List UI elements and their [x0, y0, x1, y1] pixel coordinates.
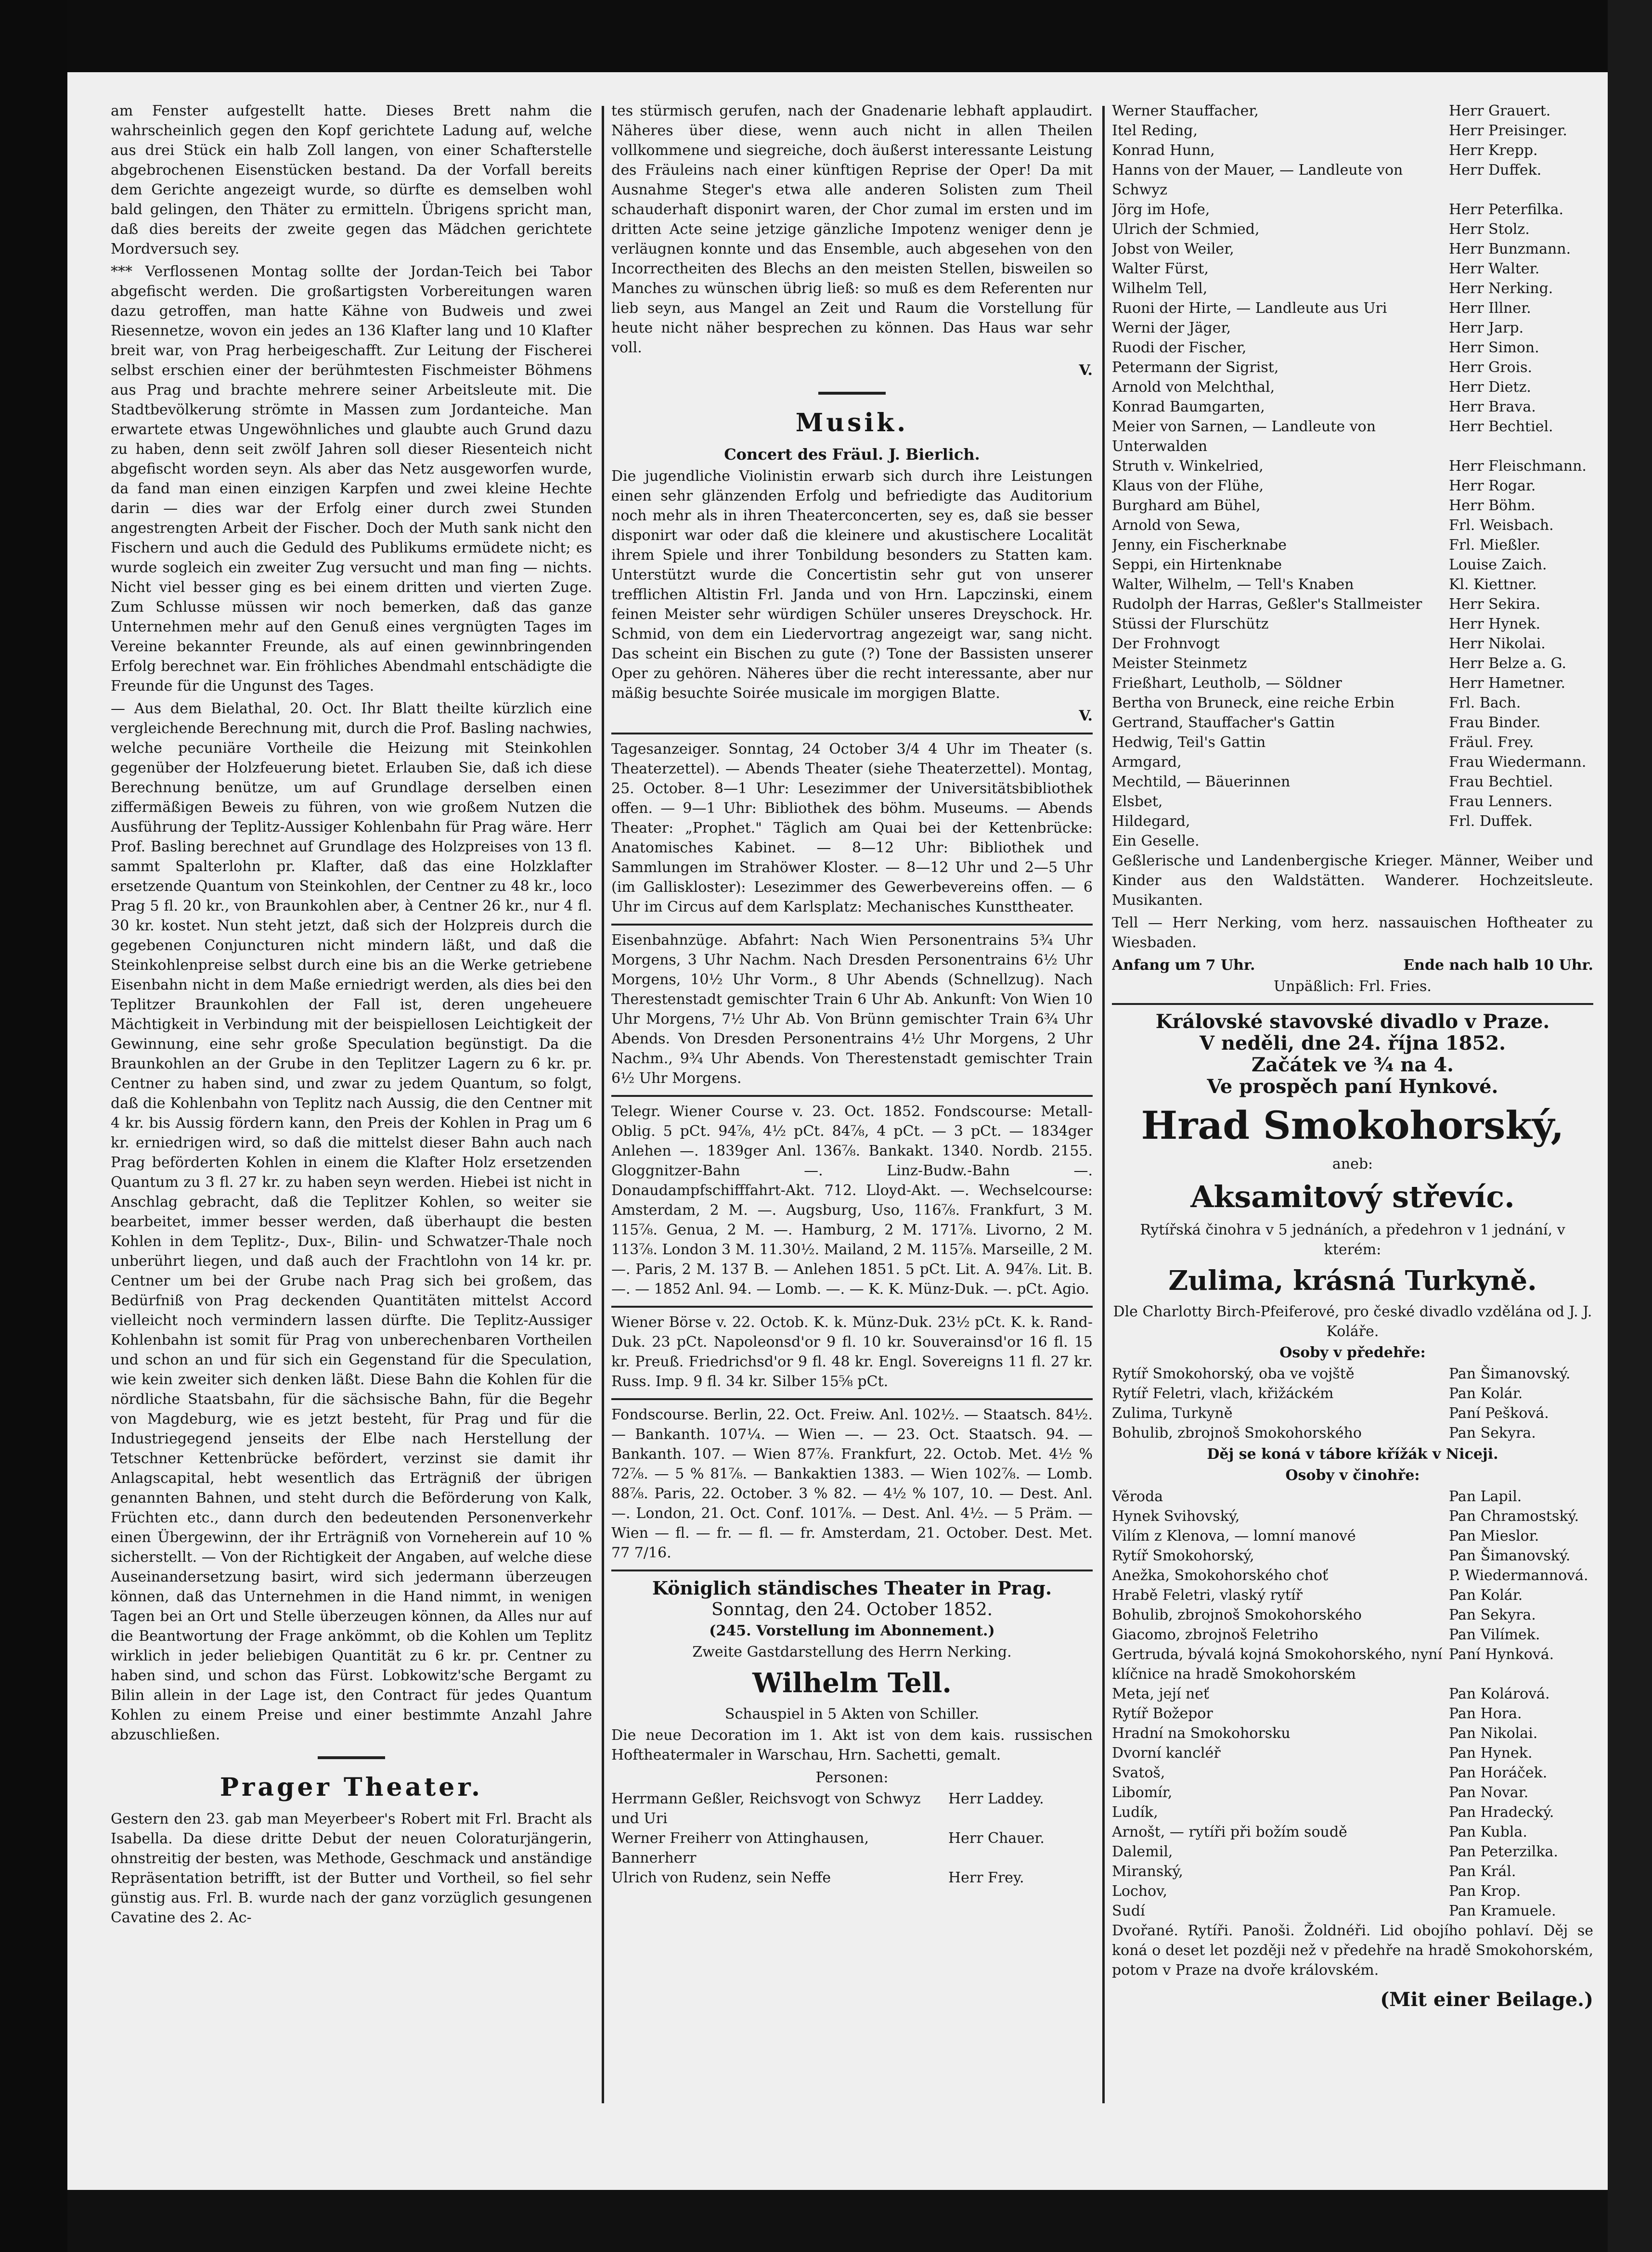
- cast-row: [1112, 141, 1593, 160]
- cast-actor: Herr Hynek.: [1449, 616, 1541, 632]
- cast-actor: Herr Illner.: [1449, 300, 1531, 317]
- cast-actor: Herr Duffek.: [1449, 162, 1542, 179]
- cast-role: Jobst von Weiler,: [1112, 241, 1234, 257]
- cast-actor: Paní Pešková.: [1449, 1405, 1549, 1422]
- cast-row: [1112, 121, 1593, 141]
- scan-border-top: [0, 0, 1652, 72]
- cast-role: Vilím z Klenova, — lomní manové: [1112, 1528, 1356, 1544]
- cast-actor: Herr Laddey.: [948, 1790, 1044, 1807]
- end-time: Ende nach halb 10 Uhr.: [1403, 957, 1593, 974]
- czech-theater-bill: [1112, 1003, 1593, 2009]
- cast-row: [1112, 535, 1593, 555]
- cast-row: [611, 1789, 1093, 1828]
- cast-role: Werni der Jäger,: [1112, 320, 1231, 336]
- column-rule: [1102, 106, 1105, 2103]
- cast-role: Bohulib, zbrojnoš Smokohorského: [1112, 1607, 1362, 1623]
- cz-main-cast-list: [1112, 1487, 1593, 1921]
- cast-actor: Pan Šimanovský.: [1449, 1547, 1571, 1564]
- cast-actor: Herr Rogar.: [1449, 477, 1536, 494]
- play-title: Wilhelm Tell.: [752, 1667, 952, 1699]
- cast-role: Rytíř Smokohorský, oba ve vojště: [1112, 1365, 1355, 1382]
- cast-row: [1112, 1862, 1593, 1881]
- theater-abo: (245. Vorstellung im Abonnement.): [709, 1622, 995, 1639]
- cast-row: [1112, 575, 1593, 594]
- cz-header: Královské stavovské divadlo v Praze.: [1155, 1010, 1550, 1033]
- cast-actor: Louise Zaich.: [1449, 556, 1547, 573]
- article-paragraph: *** Verflossenen Montag sollte der Jordan-Teich bei Tabor abgefischt werden. Die großartigsten Vorbereitungen waren dazu getroffen, man hatte Kähne von Budweis und zwei Riesennetze, wovon ein jedes an 136 Klafter lang und 10 Klafter breit war, von Prag herbeigeschafft. Zur Leitung der Fischerei selbst erschien einer der berühmtesten Fischmeister Böhmens aus Prag und brachte mehrere seiner Arbeitsleute mit. Die Stadtbevölkerung strömte in Massen zum Jordanteiche. Man erwartete etwas Ungewöhnliches und glaubte auch Grund dazu zu haben, denn seit zwölf Jahren soll dieser Riesenteich nicht abgefischt worden seyn. Als aber das Netz ausgeworfen wurde, da fand man einen einzigen Karpfen und zwei kleine Hechte darin — dies war der Erfolg einer durch zwei Stunden angestrengten Arbeit der Fischer. Doch der Muth sank nicht den Fischern und auch die Geduld des Publikums ermüdete nicht; es wurde sogleich ein zweiter Zug versucht und man fing — nichts. Nicht viel besser ging es bei einem dritten und vierten Zuge. Zum Schlusse müssen wir noch bemerken, daß das ganze Unternehmen mehr auf den Genuß eines vergnügten Tages im Vereine bekannter Freunde, als auf einen gewinnbringenden Erfolg berechnet war. Ein fröhliches Abendmahl entschädigte die Freunde für die Ungunst des Tages.: [111, 263, 592, 695]
- cast-actor: Herr Nerking.: [1449, 280, 1553, 297]
- cast-row: [1112, 101, 1593, 121]
- cast-actor: Pan Lapil.: [1449, 1488, 1522, 1505]
- cast-role: Anežka, Smokohorského choť: [1112, 1567, 1329, 1584]
- cast-role: Giacomo, zbrojnoš Feletriho: [1112, 1626, 1318, 1643]
- cast-role: Burghard am Bühel,: [1112, 497, 1261, 514]
- cast-row: [611, 1828, 1093, 1868]
- cast-actor: Pan Peterzilka.: [1449, 1843, 1558, 1860]
- cast-row: [1112, 377, 1593, 397]
- article-paragraph: am Fenster aufgestellt hatte. Dieses Brett nahm die wahrscheinlich gegen den Kopf gerichtete Ladung auf, welche aus drei Stück ein halb Zoll langen, von einer Schafterstelle abgebrochenen Eisenstücken bestand. Da der Vorfall bereits dem Gerichte angezeigt wurde, so dürfte es demselben wohl bald gelingen, den Thäter zu ermitteln. Übrigens spricht man, daß dies bereits der zweite gegen das Mädchen gerichtete Mordversuch sey.: [111, 103, 592, 257]
- cast-actor: Frau Lenners.: [1449, 793, 1553, 810]
- cast-actor: Paní Hynková.: [1449, 1646, 1554, 1663]
- cast-actor: Pan Nikolai.: [1449, 1725, 1538, 1742]
- cz-start: Začátek ve ¾ na 4.: [1252, 1054, 1454, 1076]
- cast-actor: Herr Peterfilka.: [1449, 201, 1564, 218]
- cast-actor: Herr Dietz.: [1449, 379, 1531, 396]
- cast-role: Stüssi der Flurschütz: [1112, 616, 1269, 632]
- cast-role: Rytíř Smokohorský,: [1112, 1547, 1254, 1564]
- cast-row: [1112, 160, 1593, 200]
- cast-role: Klaus von der Flühe,: [1112, 477, 1264, 494]
- cast-actor: Herr Hametner.: [1449, 675, 1566, 692]
- cast-role: Hanns von der Mauer, — Landleute von Schwyz: [1112, 162, 1403, 198]
- cz-extras: Dvořané. Rytíři. Panoši. Žoldnéři. Lid obojího pohlaví. Děj se koná o deset let později než v předehře na hradě Smokohorském, potom v Praze na dvoře královském.: [1112, 1922, 1593, 1979]
- cast-actor: Frau Wiedermann.: [1449, 754, 1587, 771]
- cz-author: Dle Charlotty Birch-Pfeiferové, pro české divadlo vzdělána od J. J. Koláře.: [1113, 1303, 1592, 1340]
- cast-role: Ruoni der Hirte, — Landleute aus Uri: [1112, 300, 1387, 317]
- cast-row: [1112, 338, 1593, 358]
- cast-row: [1112, 772, 1593, 792]
- cast-row: [1112, 1364, 1593, 1384]
- cast-role: Bertha von Bruneck, eine reiche Erbin: [1112, 695, 1395, 711]
- cast-actor: Frau Binder.: [1449, 714, 1541, 731]
- cast-row: [1112, 1822, 1593, 1842]
- cz-description: Rytířská činohra v 5 jednáních, a předehron v 1 jednání, v kterém:: [1140, 1222, 1565, 1258]
- cast-role: Jenny, ein Fischerknabe: [1112, 537, 1287, 553]
- cast-actor: [1449, 831, 1593, 851]
- cast-role: Arnošt, — rytíři při božím soudě: [1112, 1824, 1347, 1840]
- cast-role: Ulrich von Rudenz, sein Neffe: [611, 1869, 831, 1886]
- cast-actor: Herr Brava.: [1449, 399, 1536, 415]
- cz-main-heading: Osoby v činohře:: [1285, 1467, 1420, 1484]
- cast-row: [1112, 358, 1593, 377]
- cast-role: Hynek Svihovský,: [1112, 1508, 1240, 1525]
- cz-title-3: Zulima, krásná Turkyně.: [1168, 1265, 1537, 1297]
- cast-actor: Fräul. Frey.: [1449, 734, 1534, 751]
- concert-title: Concert des Fräul. J. Bierlich.: [724, 445, 980, 463]
- cz-pre-cast-list: [1112, 1364, 1593, 1443]
- cast-row: [1112, 1566, 1593, 1585]
- cast-actor: Pan Vilímek.: [1449, 1626, 1540, 1643]
- cast-row: [1112, 496, 1593, 515]
- scan-border-left: [0, 0, 67, 2252]
- section-heading: Musik.: [795, 408, 909, 438]
- cast-actor: Herr Simon.: [1449, 339, 1539, 356]
- tagesanzeiger-box: [611, 733, 1093, 917]
- cast-role: Werner Stauffacher,: [1112, 103, 1259, 119]
- cast-row: [1112, 1384, 1593, 1403]
- cast-role: Petermann der Sigrist,: [1112, 359, 1279, 376]
- cast-row: [1112, 456, 1593, 476]
- cast-role: Konrad Hunn,: [1112, 142, 1215, 159]
- times-row: [1112, 955, 1593, 975]
- cast-actor: Herr Böhm.: [1449, 497, 1536, 514]
- section-divider: [818, 392, 886, 395]
- cast-actor: P. Wiedermannová.: [1449, 1567, 1588, 1584]
- cast-role: Hrabě Feletri, vlaský rytíř: [1112, 1587, 1303, 1604]
- author-sign: V.: [1079, 708, 1093, 724]
- cast-row: [1112, 792, 1593, 811]
- cast-role: Věroda: [1112, 1488, 1163, 1505]
- cast-row: [1112, 1423, 1593, 1443]
- cast-row: [1112, 1763, 1593, 1783]
- cast-role: Herrmann Geßler, Reichsvogt von Schwyz und Uri: [611, 1790, 921, 1827]
- scan-border-right: [1608, 0, 1652, 2252]
- cast-role: Ruodi der Fischer,: [1112, 339, 1247, 356]
- cast-role: Walter Fürst,: [1112, 260, 1209, 277]
- cast-row: [1112, 654, 1593, 673]
- wiener-borse-box: [611, 1306, 1093, 1391]
- section-divider: [318, 1756, 385, 1759]
- cast-actor: Herr Chauer.: [948, 1830, 1045, 1847]
- theater-bill: [611, 1570, 1093, 1888]
- cast-row: [1112, 1585, 1593, 1605]
- cast-role: Konrad Baumgarten,: [1112, 399, 1265, 415]
- cast-row: [1112, 713, 1593, 733]
- cast-role: Frießhart, Leutholb, — Söldner: [1112, 675, 1342, 692]
- cast-row: [1112, 733, 1593, 752]
- cast-actor: Pan Sekyra.: [1449, 1425, 1536, 1441]
- cast-row: [1112, 1881, 1593, 1901]
- cast-row: [1112, 614, 1593, 634]
- cast-row: [1112, 1645, 1593, 1684]
- cast-actor: Pan Kolár.: [1449, 1385, 1523, 1402]
- cast-role: Lochov,: [1112, 1883, 1168, 1900]
- cz-pre-place: Děj se koná v tábore křížák v Niceji.: [1207, 1446, 1498, 1463]
- cast-row: [1112, 1605, 1593, 1625]
- cast-actor: Herr Frey.: [948, 1869, 1024, 1886]
- tell-cast-list: [1112, 101, 1593, 851]
- cast-row: [1112, 1625, 1593, 1645]
- cast-row: [1112, 298, 1593, 318]
- notice-text: Wiener Börse v. 22. Octob. K. k. Münz-Duk. 23½ pCt. K. k. Rand-Duk. 23 pCt. Napoleonsd'or 9 fl. 10 kr. Souverainsd'or 16 fl. 15 kr. Preuß. Friedrichsd'or 9 fl. 48 kr. Engl. Sovereigns 11 fl. 27 kr. Russ. Imp. 9 fl. 34 kr. Silber 15⅝ pCt.: [611, 1314, 1093, 1390]
- cast-role: Hradní na Smokohorsku: [1112, 1725, 1291, 1742]
- cast-role: Seppi, ein Hirtenknabe: [1112, 556, 1282, 573]
- cast-actor: Pan Král.: [1449, 1863, 1516, 1880]
- play-subtitle: Schauspiel in 5 Akten von Schiller.: [724, 1706, 980, 1723]
- cast-row: [611, 1868, 1093, 1888]
- cast-role: Armgard,: [1112, 754, 1182, 771]
- cast-role: Mechtild, — Bäuerinnen: [1112, 773, 1291, 790]
- cast-actor: Pan Hora.: [1449, 1705, 1522, 1722]
- cast-row: [1112, 200, 1593, 219]
- cast-row: [1112, 555, 1593, 575]
- cast-role: Meister Steinmetz: [1112, 655, 1247, 672]
- cast-actor: Pan Šimanovský.: [1449, 1365, 1571, 1382]
- column-2: [611, 101, 1093, 2123]
- cz-pre-heading: Osoby v předehře:: [1279, 1344, 1426, 1361]
- fondscourse-box: [611, 1398, 1093, 1563]
- telegr-box: [611, 1095, 1093, 1299]
- cast-role: Wilhelm Tell,: [1112, 280, 1208, 297]
- cast-role: Ein Geselle.: [1112, 833, 1200, 849]
- cast-role: Elsbet,: [1112, 793, 1163, 810]
- cast-actor: Pan Kramuele.: [1449, 1903, 1556, 1919]
- cast-actor: Herr Bunzmann.: [1449, 241, 1571, 257]
- cast-actor: Pan Kubla.: [1449, 1824, 1527, 1840]
- cast-actor: Frl. Weisbach.: [1449, 517, 1554, 534]
- cast-actor: Herr Jarp.: [1449, 320, 1524, 336]
- cast-row: [1112, 1487, 1593, 1506]
- cast-row: [1112, 1704, 1593, 1724]
- cast-row: [1112, 831, 1593, 851]
- cast-role: Svatoš,: [1112, 1764, 1165, 1781]
- section-heading: Prager Theater.: [219, 1773, 483, 1802]
- cast-row: [1112, 594, 1593, 614]
- cast-role: Der Frohnvogt: [1112, 635, 1220, 652]
- cast-actor: Herr Grois.: [1449, 359, 1533, 376]
- cast-role: Sudí: [1112, 1903, 1145, 1919]
- start-time: Anfang um 7 Uhr.: [1112, 957, 1255, 974]
- cast-row: [1112, 259, 1593, 279]
- cast-role: Miranský,: [1112, 1863, 1183, 1880]
- cast-row: [1112, 1724, 1593, 1743]
- cast-row: [1112, 1901, 1593, 1921]
- cast-actor: Herr Sekira.: [1449, 596, 1540, 613]
- author-sign: V.: [1079, 362, 1093, 379]
- cast-role: Rytíř Božepor: [1112, 1705, 1213, 1722]
- cast-row: [1112, 1403, 1593, 1423]
- cast-role: Ludík,: [1112, 1804, 1158, 1821]
- cast-role: Hedwig, Teil's Gattin: [1112, 734, 1266, 751]
- cast-row: [1112, 673, 1593, 693]
- cast-row: [1112, 279, 1593, 298]
- cast-role: Hildegard,: [1112, 813, 1190, 830]
- cast-actor: Pan Hradecký.: [1449, 1804, 1554, 1821]
- newspaper-page: [67, 72, 1608, 2190]
- cast-actor: Pan Mieslor.: [1449, 1528, 1539, 1544]
- cast-role: Zulima, Turkyně: [1112, 1405, 1233, 1422]
- article-paragraph: Die jugendliche Violinistin erwarb sich durch ihre Leistungen einen sehr glänzenden Erfolg und befriedigte das Auditorium noch mehr als in ihren Theaterconcerten, sey es, daß sie besser disponirt war oder daß die kleinere und akustischere Localität ihrem Spiele und ihrer Tonbildung besonders zu Statten kam. Unterstützt wurde die Concertistin sehr gut von unserer trefflichen Altistin Frl. Janda und von Hrn. Lapczinski, einem feinen Meister sehr würdigen Schüler unseres Dreyschock. Hr. Schmid, von dem ein Liedervortrag angezeigt war, sang nicht. Das scheint ein Bischen zu gute (?) Tone der Bassisten unserer Oper zu gehören. Näheres über die recht interessante, aber nur mäßig besuchte Soirée musicale im morgigen Blatte.: [611, 468, 1093, 702]
- cast-row: [1112, 515, 1593, 535]
- cast-role: Werner Freiherr von Attinghausen, Bannerherr: [611, 1830, 869, 1866]
- cast-actor: Frl. Bach.: [1449, 695, 1521, 711]
- cast-actor: Herr Krepp.: [1449, 142, 1538, 159]
- cast-row: [1112, 634, 1593, 654]
- cast-role: Dvorní kancléř: [1112, 1745, 1221, 1762]
- cast-row: [1112, 1783, 1593, 1802]
- cast-role: Dalemil,: [1112, 1843, 1173, 1860]
- theater-date: Sonntag, den 24. October 1852.: [711, 1600, 993, 1620]
- column-3: [1112, 101, 1593, 2123]
- cast-row: [1112, 417, 1593, 456]
- cast-row: [1112, 752, 1593, 772]
- cast-role: Walter, Wilhelm, — Tell's Knaben: [1112, 576, 1354, 593]
- cast-actor: Pan Krop.: [1449, 1883, 1521, 1900]
- cast-role: Meier von Sarnen, — Landleute von Unterwalden: [1112, 418, 1376, 455]
- cast-row: [1112, 318, 1593, 338]
- cast-actor: Pan Chramostský.: [1449, 1508, 1579, 1525]
- cast-row: [1112, 1743, 1593, 1763]
- cast-row: [1112, 811, 1593, 831]
- cast-role: Libomír,: [1112, 1784, 1173, 1801]
- theater-gast: Zweite Gastdarstellung des Herrn Nerking.: [692, 1644, 1012, 1660]
- indisposed-note: Unpäßlich: Frl. Fries.: [1274, 978, 1432, 995]
- cast-row: [1112, 1802, 1593, 1822]
- cast-row: [1112, 693, 1593, 713]
- cast-role: Arnold von Melchthal,: [1112, 379, 1275, 396]
- cast-actor: Pan Novar.: [1449, 1784, 1529, 1801]
- cast-row: [1112, 397, 1593, 417]
- cast-actor: Pan Horáček.: [1449, 1764, 1548, 1781]
- play-decoration-note: Die neue Decoration im 1. Akt ist von dem kais. russischen Hoftheatermaler in Warschau, Hrn. Sachetti, gemalt.: [611, 1727, 1093, 1763]
- cast-actor: Herr Nikolai.: [1449, 635, 1546, 652]
- cast-role: Ulrich der Schmied,: [1112, 221, 1260, 238]
- cast-role: Bohulib, zbrojnoš Smokohorského: [1112, 1425, 1362, 1441]
- column-1: [111, 101, 592, 2123]
- theater-header: Königlich ständisches Theater in Prag.: [652, 1577, 1052, 1599]
- cast-role: Struth v. Winkelried,: [1112, 458, 1264, 475]
- cast-row: [1112, 1842, 1593, 1862]
- cz-date: V neděli, dne 24. října 1852.: [1199, 1032, 1506, 1055]
- article-paragraph: Gestern den 23. gab man Meyerbeer's Robert mit Frl. Bracht als Isabella. Da diese dritte Debut der neuen Coloraturjängerin, ohnstreitig der besten, was Methode, Geschmack und anständige Repräsentation betrifft, ist der Butter und Vortheil, so fiel sehr günstig aus. Frl. B. wurde nach der ganz vorzüglich gesungenen Cavatine des 2. Ac-: [111, 1811, 592, 1926]
- cast-actor: Herr Preisinger.: [1449, 122, 1567, 139]
- cast-role: Arnold von Sewa,: [1112, 517, 1240, 534]
- notice-text: Tell — Herr Nerking, vom herz. nassauischen Hoftheater zu Wiesbaden.: [1112, 914, 1593, 951]
- cast-actor: Frl. Mießler.: [1449, 537, 1540, 553]
- notice-text: Fondscourse. Berlin, 22. Oct. Freiw. Anl. 102½. — Staatsch. 84½. — Bankanth. 107¼. — Wien —. — 23. Oct. Staatsch. 94. — Bankanth. 107. — Wien 87⅞. Frankfurt, 22. Octob. Met. 4½ % 72⅞. — 5 % 81⅞. — Bankaktien 1383. — Wien 102⅞. — Lomb. 88⅞. Paris, 22. October. 3 % 82. — 4½ % 107, 10. — Dest. Anl. —. London, 21. Oct. Conf. 101⅞. — Dest. Anl. 4½. — 5 Präm. — Wien — fl. — fr. — fl. — fr. Amsterdam, 21. October. Dest. Met. 77 7/16.: [611, 1406, 1093, 1561]
- cast-role: Gertruda, bývalá kojná Smokohorského, nyní klíčnice na hradě Smokohorském: [1112, 1646, 1443, 1683]
- cast-actor: Kl. Kiettner.: [1449, 576, 1537, 593]
- notice-text: Eisenbahnzüge. Abfahrt: Nach Wien Personentrains 5¾ Uhr Morgens, 3 Uhr Nachm. Nach Dresden Personentrains 6½ Uhr Morgens, 10½ Uhr Vorm., 8 Uhr Abends (Schnellzug). Nach Therestenstadt gemischter Train 6 Uhr Ab. Ankunft: Von Wien 10 Uhr Morgens, 7½ Uhr Ab. Von Brünn gemischter Train 6¾ Uhr Abends. Von Dresden Personentrains 4½ Uhr Morgens, 2 Uhr Nachm., 9¾ Uhr Abends. Von Therestenstadt gemischter Train 6½ Uhr Morgens.: [611, 932, 1093, 1087]
- cast-actor: Herr Walter.: [1449, 260, 1540, 277]
- cast-row: [1112, 1546, 1593, 1566]
- supplement-note: (Mit einer Beilage.): [1380, 1988, 1593, 2011]
- cast-actor: Herr Grauert.: [1449, 103, 1551, 119]
- cast-role: Jörg im Hofe,: [1112, 201, 1210, 218]
- cast-role: Rudolph der Harras, Geßler's Stallmeister: [1112, 596, 1422, 613]
- notice-text: Tagesanzeiger. Sonntag, 24 October 3/4 4 Uhr im Theater (s. Theaterzettel). — Abends Theater (siehe Theaterzettel). Montag, 25. October. 8—1 Uhr: Lesezimmer der Universitätsbibliothek offen. — 9—1 Uhr: Bibliothek des böhm. Museums. — Abends Theater: „Prophet." Täglich am Quai bei der Kettenbrücke: Anatomisches Kabinet. — 8—12 Uhr: Bibliothek und Sammlungen im Strahöwer Kloster. — 8—12 Uhr und 2—5 Uhr (im Galliskloster): Lesezimmer des Gewerbevereins offen. — 6 Uhr im Circus auf dem Karlsplatz: Mechanisches Kunsttheater.: [611, 741, 1093, 915]
- cast-actor: Herr Stolz.: [1449, 221, 1530, 238]
- cast-actor: Pan Sekyra.: [1449, 1607, 1536, 1623]
- cast-actor: Frau Bechtiel.: [1449, 773, 1553, 790]
- cast-actor: Pan Hynek.: [1449, 1745, 1533, 1762]
- cast-row: [1112, 476, 1593, 496]
- cast-actor: Herr Belze a. G.: [1449, 655, 1567, 672]
- notice-text: Telegr. Wiener Course v. 23. Oct. 1852. Fondscourse: Metall-Oblig. 5 pCt. 94⅞, 4½ pCt. 84⅞, 4 pCt. — 3 pCt. — 1834ger Anlehen —. 1839ger Anl. 136⅞. Bankakt. 1340. Nordb. 2155. Gloggnitzer-Bahn —. Linz-Budw.-Bahn —. Donaudampfschifffahrt-Akt. 712. Lloyd-Akt. —. Wechselcourse: Amsterdam, 2 M. —. Augsburg, Uso, 116⅞. Frankfurt, 3 M. 115⅞. Genua, 2 M. —. Hamburg, 2 M. 171⅞. Livorno, 2 M. 113⅞. London 3 M. 11.30½. Mailand, 2 M. 115⅞. Marseille, 2 M. —. Paris, 2 M. 137 B. — Anlehen 1851. 5 pCt. Lit. A. 94⅞. Lit. B. —. — 1852 Anl. 94. — Lomb. —. — K. K. Münz-Duk. —. pCt. Agio.: [611, 1103, 1093, 1298]
- cast-row: [1112, 1684, 1593, 1704]
- eisenbahn-box: [611, 924, 1093, 1088]
- article-paragraph: tes stürmisch gerufen, nach der Gnadenarie lebhaft applaudirt. Näheres über diese, wenn auch nicht in allen Theilen vollkommene und siegreiche, doch äußerst interessante Leistung des Fräuleins nach einer künftigen Reprise der Oper! Da mit Ausnahme Steger's etwa alle anderen Solisten zum Theil schauderhaft disponirt waren, der Chor zumal im ersten und im dritten Acte seine jetzige gänzliche Impotenz weniger denn je verläugnen konnte und das Ensemble, auch abgesehen von den Incorrectheiten des Blechs an den meisten Stellen, bisweilen so Manches zu wünschen übrig ließ: so muß es dem Referenten nur lieb seyn, aus Mangel an Zeit und Raum die Vorstellung für heute nicht näher besprechen zu können. Das Haus war sehr voll.: [611, 103, 1093, 356]
- cast-actor: Pan Kolár.: [1449, 1587, 1523, 1604]
- cast-actor: Frl. Duffek.: [1449, 813, 1533, 830]
- cast-role: Rytíř Feletri, vlach, křižáckém: [1112, 1385, 1334, 1402]
- cz-title-1: Hrad Smokohorský,: [1141, 1103, 1564, 1148]
- notice-text: Geßlerische und Landenbergische Krieger. Männer, Weiber und Kinder aus den Waldstätten. Wanderer. Hochzeitsleute. Musikanten.: [1112, 852, 1593, 909]
- article-paragraph: — Aus dem Bielathal, 20. Oct. Ihr Blatt theilte kürzlich eine vergleichende Berechnung mit, durch die Prof. Basling nachwies, welche pecuniäre Vortheile die Heizung mit Steinkohlen gegenüber der Holzfeuerung bietet. Erlauben Sie, daß ich diese Berechnung benütze, um auf Grundlage derselben einen ziffermäßigen Beweis zu führen, von wie großem Nutzen die Ausführung der Teplitz-Aussiger Kohlenbahn für Prag wäre. Herr Prof. Basling berechnet auf Grundlage des Holzpreises von 13 fl. sammt Spalterlohn pr. Klafter, daß das eine Holzklafter ersetzende Quantum von Steinkohlen, der Centner zu 48 kr., loco Prag 5 fl. 20 kr., von Braunkohlen aber, à Centner 26 kr., nur 4 fl. 30 kr. kostet. Nun steht jetzt, daß sich der Holzpreis durch die gegebenen Conjuncturen nicht mindern läßt, und daß die Steinkohlenpreise selbst durch eine bis an die Werke getriebene Eisenbahn nicht in dem Maße erniedrigt werden, als dies bei den Teplitzer Braunkohlen der Fall ist, deren ungeheuere Mächtigkeit in Verbindung mit der beispiellosen Leichtigkeit der Gewinnung, eine sehr große Speculation begünstigt. Da die Braunkohlen an der Grube in den Teplitzer Lagern zu 6 kr. pr. Centner zu haben sind, und zwar zu jedem Quantum, so folgt, daß die Kohlenbahn von Teplitz nach Aussig, die den Centner mit 4 kr. bis Aussig fördern kann, den Preis der Kohlen in Prag um 6 kr. erniedrigen wird, so daß die mittelst dieser Bahn auch nach Prag beförderten Kohlen in einem die Klafter Holz ersetzenden Quantum zu 3 fl. 27 kr. zu haben seyn werden. Hiebei ist nicht in Anschlag gebracht, daß die Teplitzer Kohlen, so weiter sie bearbeitet, immer besser werden, daß überhaupt die besten Kohlen in dem Teplitz-, Dux-, Bilin- und Schwatzer-Thale noch unberührt liegen, und daß auch der Frachtlohn von 14 kr. pr. Centner um bei der Grube nach Prag sich bei großem, das Bedürfniß von Prag deckenden Quantitäten mittelst Accord vielleicht noch vermindern lassen dürfte. Die Teplitz-Aussiger Kohlenbahn ist somit für Prag von unberechenbaren Vortheilen und schon an und für sich ein Gegenstand für die Speculation, wie kein zweiter sich denken läßt. Diese Bahn die Kohlen für die nördliche Staatsbahn, für die sächsische Bahn, für die Begehr von Magdeburg, wie es jetzt besteht, für Prag und für die Industriegegend jenseits der Elbe nach Herstellung der Tetschner Kettenbrücke befördert, verzinst sie damit ihr Anlagscapital, hebt wesentlich das Erträgniß der übrigen genannten Bahnen, und steht durch die Beförderung von Kalk, Früchten etc., dann durch den bedeutenden Personenverkehr einen Übergewinn, der ihr Erträgniß von Vorneherein auf 10 % sicherstellt. — Von der Richtigkeit der Angaben, auf welche diese Auseinandersetzung basirt, wird sich jedermann überzeugen können, daß das Unternehmen in die Hand nimmt, in wenigen Tagen bei an Ort und Stelle überzeugen können, da Alles nur auf die Beantwortung der Frage ankömmt, ob die Kohlen um Teplitz wirklich in jeder beliebigen Quantität zu 6 kr. pr. Centner zu haben sind, und schon das Fürst. Lobkowitz'sche Bergamt zu Bilin allein in der Lage ist, den Contract für jedes Quantum Kohlen zu einem Preise und einer bestimmte Anzahl Jahre abzuschließen.: [111, 700, 592, 1743]
- personen-heading: Personen:: [815, 1769, 889, 1786]
- column-rule: [602, 106, 604, 2103]
- cast-role: Gertrand, Stauffacher's Gattin: [1112, 714, 1335, 731]
- cz-or: aneb:: [1332, 1156, 1373, 1172]
- cast-actor: Pan Kolárová.: [1449, 1686, 1550, 1702]
- cast-row: [1112, 1506, 1593, 1526]
- cast-row: [1112, 219, 1593, 239]
- cz-title-2: Aksamitový střevíc.: [1190, 1179, 1515, 1214]
- cast-role: Meta, její neť: [1112, 1686, 1210, 1702]
- cz-benefit: Ve prospěch paní Hynkové.: [1207, 1075, 1498, 1098]
- cast-role: Itel Reding,: [1112, 122, 1198, 139]
- cast-actor: Herr Fleischmann.: [1449, 458, 1587, 475]
- cast-actor: Herr Bechtiel.: [1449, 418, 1553, 435]
- cast-row: [1112, 1526, 1593, 1546]
- cast-row: [1112, 239, 1593, 259]
